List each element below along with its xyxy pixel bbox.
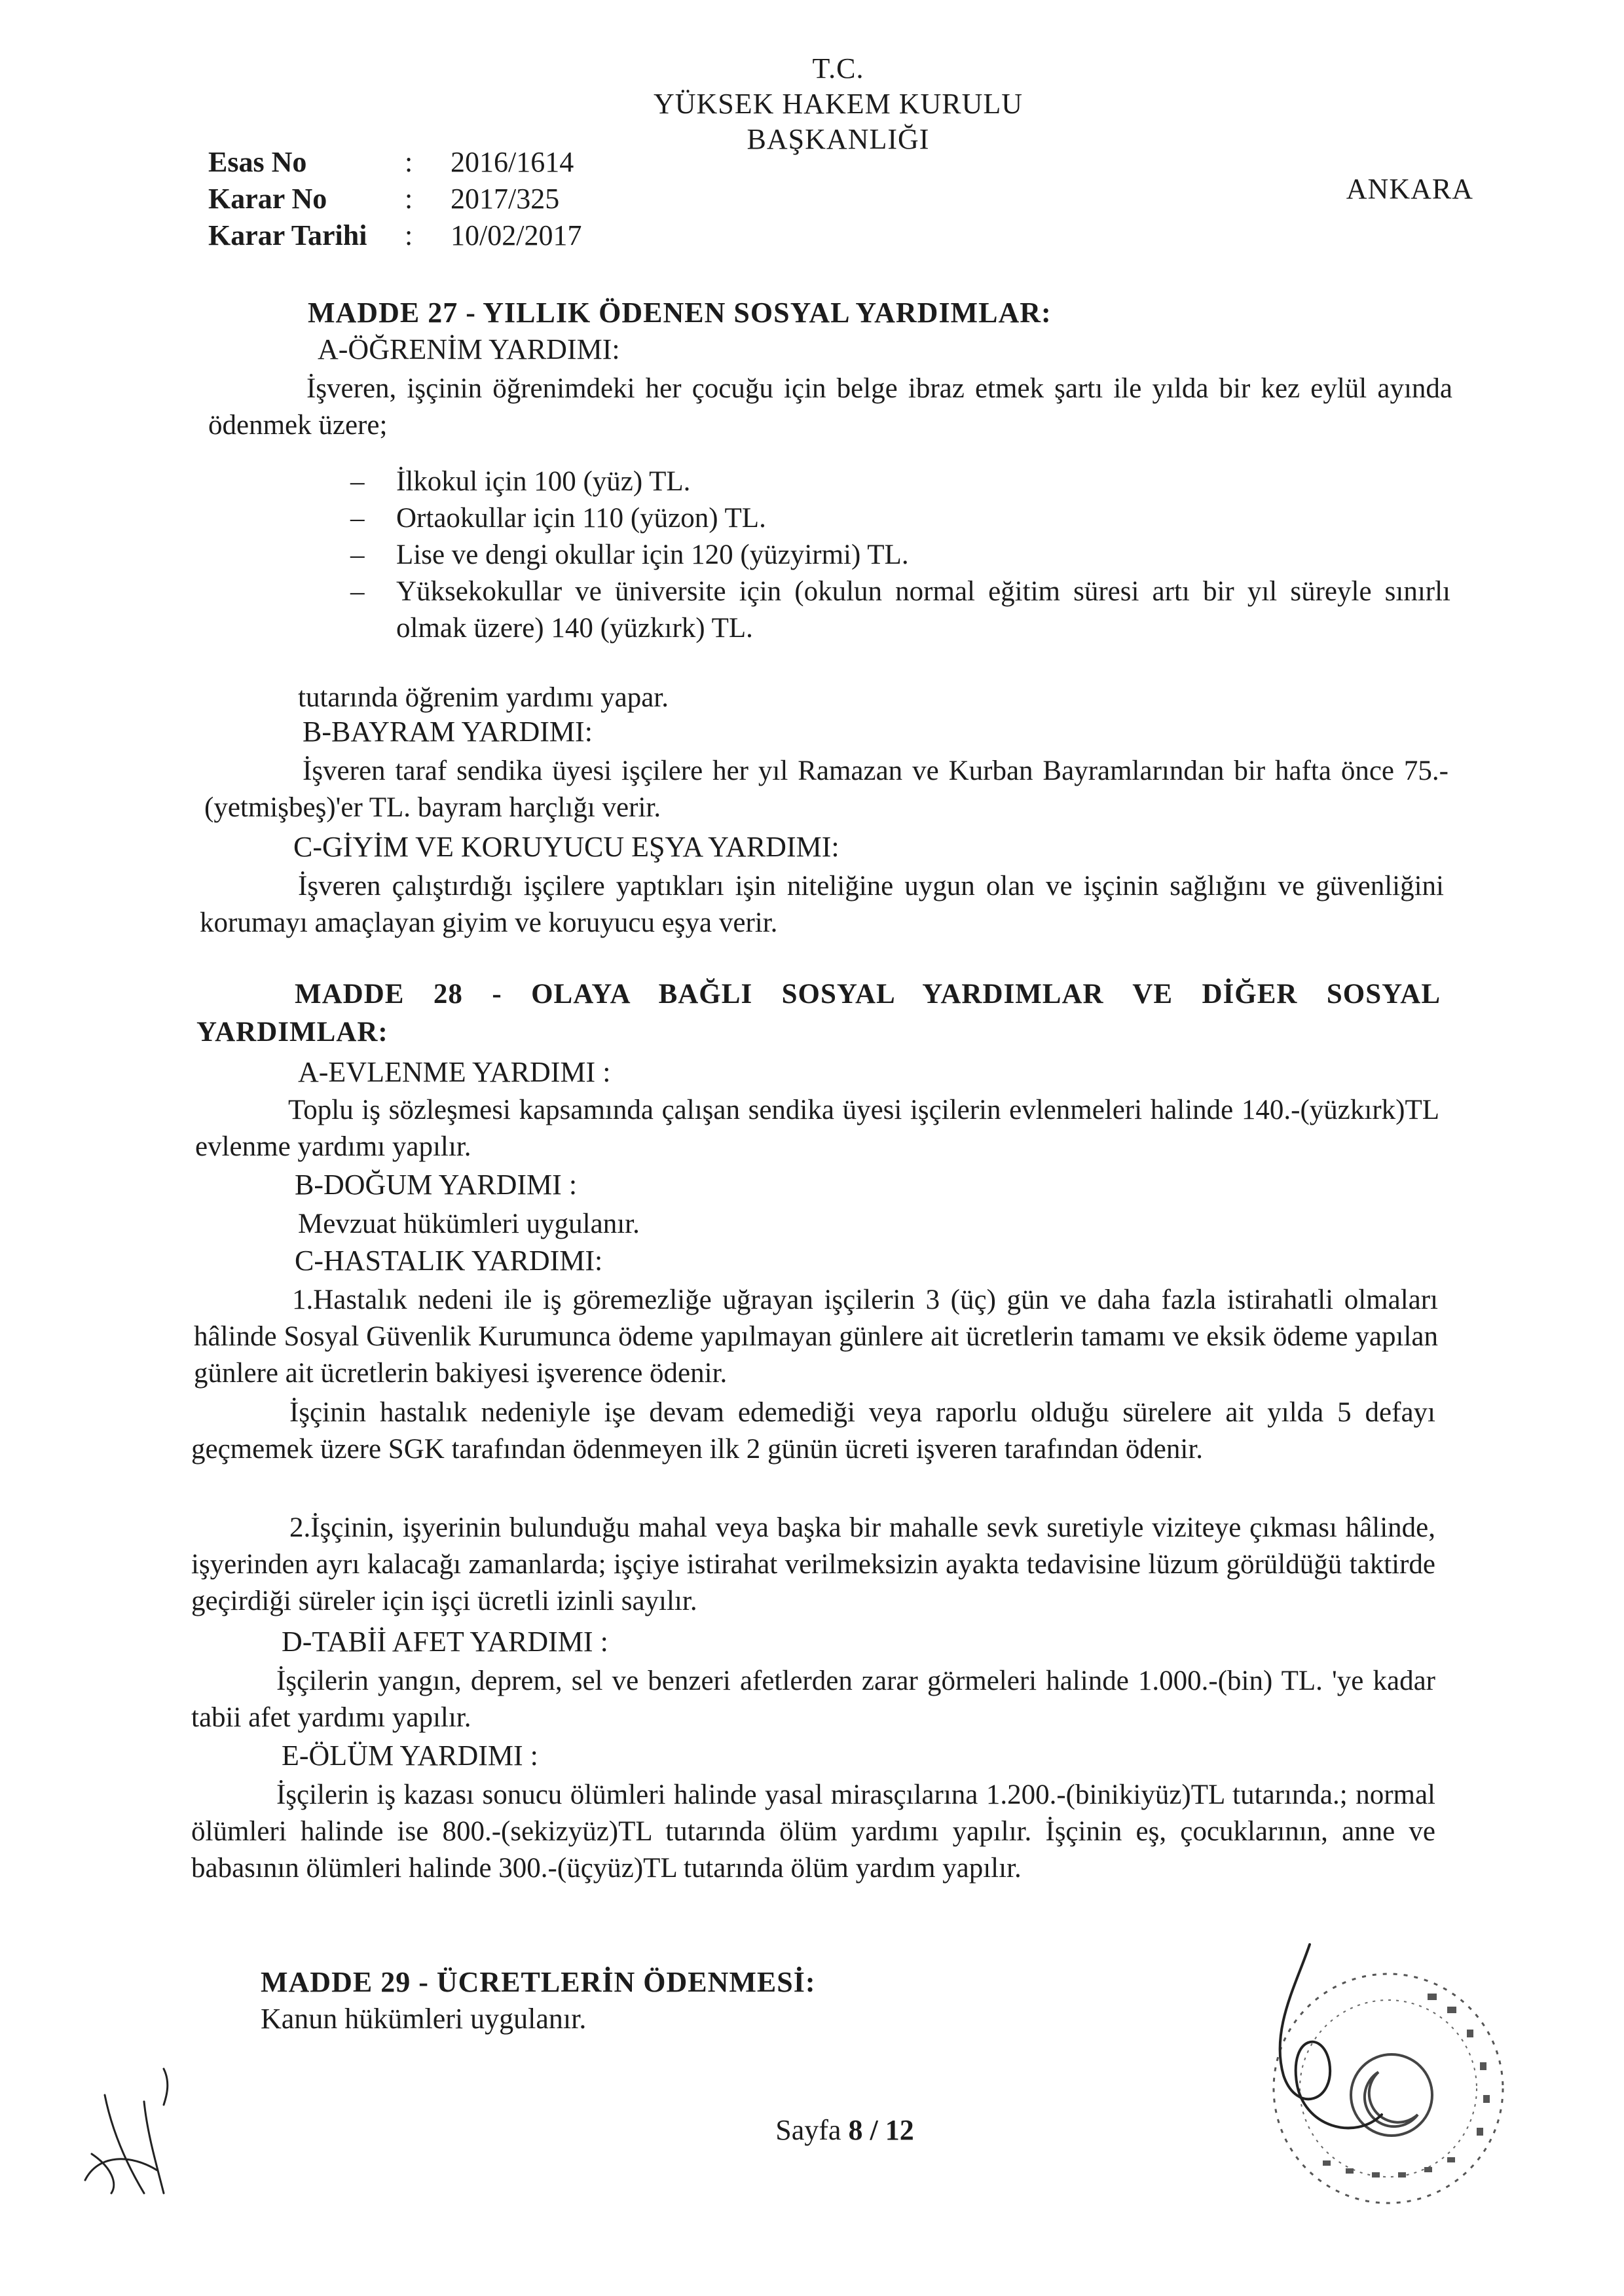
list-item: – İlkokul için 100 (yüz) TL. [350,466,691,497]
header-tc: T.C. [812,52,864,84]
header-city: ANKARA [1346,173,1473,205]
institution-header [576,51,1100,157]
article-27-a-title: A-ÖĞRENİM YARDIMI: [318,333,620,365]
article-28-b-text: Mevzuat hükümleri uygulanır. [298,1209,640,1239]
article-27-a-intro: İşveren, işçinin öğrenimdeki her çocuğu için belge ibraz etmek şartı ile yılda bir kez eylül ayında ödenmek üzere; [208,373,1452,441]
article-28-a-title: A-EVLENME YARDIMI : [298,1056,611,1088]
article-28-c-p1: 1.Hastalık nedeni ile iş göremezliğe uğrayan işçilerin 3 (üç) gün ve daha fazla istirahatli olmaları hâlinde Sosyal Güvenlik Kurumunca ödeme yapılmayan günlere ait ücretlerin tamamı ve eksik ödeme yapılan günlere ait ücretlerin bakiyesi işverence ödenir. [194,1285,1438,1389]
article-28-e-text: İşçilerin iş kazası sonucu ölümleri halinde yasal mirasçılarına 1.200.-(binikiyüz)TL tutarında.; normal ölümleri halinde ise 800.-(sekizyüz)TL tutarında ölüm yardımı yapılır. İşçinin eş, çocuklarının, anne ve babasının ölümleri halinde 300.-(üçyüz)TL tutarında ölüm yardım yapılır. [191,1779,1435,1884]
list-item: – Yüksekokullar ve üniversite için (okulun normal eğitim süresi artı bir yıl süreyle sınırlı olmak üzere) 140 (yüzkırk) TL. [350,576,1450,644]
article-27-c-text: İşveren çalıştırdığı işçilere yaptıkları işin niteliğine uygun olan ve işçinin sağlığını ve güvenliğini korumayı amaçlayan giyim ve koruyucu eşya verir. [200,871,1444,938]
article-27-c-title: C-GİYİM VE KORUYUCU EŞYA YARDIMI: [293,831,840,863]
list-item: – Ortaokullar için 110 (yüzon) TL. [350,503,766,534]
article-29-title: MADDE 29 - ÜCRETLERİN ÖDENMESİ: [261,1966,816,1998]
article-28-c-p3: 2.İşçinin, işyerinin bulunduğu mahal veya başka bir mahalle sevk suretiyle viziteye çıkması hâlinde, işyerinden ayrı kalacağı zamanlarda; işçiye istirahat verilmeksizin ayakta tedavisine lüzum görüldüğü taktirde geçirdiği süreler için işçi ücretli izinli sayılır. [191,1512,1435,1616]
article-27-b-title: B-BAYRAM YARDIMI: [303,716,593,748]
page-number: Sayfa 8 / 12 [775,2114,914,2146]
case-meta [208,144,706,254]
article-28-c-p2: İşçinin hastalık nedeniyle işe devam edemediği veya raporlu olduğu sürelere ait yılda 5 defayı geçmemek üzere SGK tarafından ödenmeyen ilk 2 günün ücreti işveren tarafından ödenir. [191,1397,1435,1465]
meta-row-esas: Esas No : 2016/1614 [208,146,574,178]
header-institution: YÜKSEK HAKEM KURULU [653,88,1024,120]
article-28-title: MADDE 28 - OLAYA BAĞLI SOSYAL YARDIMLAR VE DİĞER SOSYAL YARDIMLAR: [196,979,1441,1048]
signature-left [65,2056,210,2206]
article-27-a-list [350,464,1450,647]
article-28-e-title: E-ÖLÜM YARDIMI : [282,1740,538,1772]
article-29-text: Kanun hükümleri uygulanır. [261,2003,587,2035]
article-28-b-title: B-DOĞUM YARDIMI : [295,1169,578,1201]
header-presidency: BAŞKANLIĞI [747,123,930,155]
article-28-a-text: Toplu iş sözleşmesi kapsamında çalışan sendika üyesi işçilerin evlenmeleri halinde 140.-(yüzkırk)TL evlenme yardımı yapılır. [195,1095,1439,1162]
official-seal-icon [1231,1931,1519,2213]
article-28-c-title: C-HASTALIK YARDIMI: [295,1245,603,1277]
list-item: – Lise ve dengi okullar için 120 (yüzyirmi) TL. [350,539,909,570]
article-27-title: MADDE 27 - YILLIK ÖDENEN SOSYAL YARDIMLAR: [308,297,1052,329]
article-27-b-text: İşveren taraf sendika üyesi işçilere her yıl Ramazan ve Kurban Bayramlarından bir hafta önce 75.-(yetmişbeş)'er TL. bayram harçlığı verir. [204,756,1449,823]
article-28-d-title: D-TABİİ AFET YARDIMI : [282,1626,608,1658]
meta-row-tarih: Karar Tarihi : 10/02/2017 [208,219,582,251]
meta-row-karar: Karar No : 2017/325 [208,183,560,215]
article-28-d-text: İşçilerin yangın, deprem, sel ve benzeri afetlerden zarar görmeleri halinde 1.000.-(bin) TL. 'ye kadar tabii afet yardımı yapılır. [191,1666,1435,1733]
article-27-a-outro: tutarında öğrenim yardımı yapar. [298,682,669,713]
